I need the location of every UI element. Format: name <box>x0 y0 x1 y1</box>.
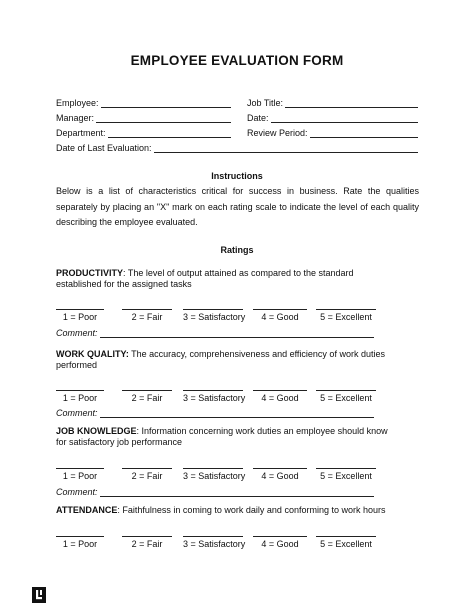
criterion-job-knowledge-description: JOB KNOWLEDGE: Information concerning work duties an employee should know for satisfactory job performance <box>56 426 388 447</box>
rating-option-1[interactable]: 1 = Poor <box>56 530 104 549</box>
comment-input-line[interactable] <box>100 486 374 497</box>
employee-field-row <box>56 97 231 108</box>
comment-row-job-knowledge <box>56 486 374 497</box>
form-title: EMPLOYEE EVALUATION FORM <box>130 53 344 68</box>
criterion-text: The level of output attained as compared to the standard established for the assigned tasks <box>56 268 354 289</box>
job-title-label: Job Title: <box>247 98 284 108</box>
rating-option-5[interactable]: 5 = Excellent <box>316 303 376 322</box>
rating-option-1[interactable]: 1 = Poor <box>56 303 104 322</box>
date-input-line[interactable] <box>271 112 418 123</box>
rating-option-3[interactable]: 3 = Satisfactory <box>183 384 243 403</box>
rating-option-2[interactable]: 2 = Fair <box>122 384 172 403</box>
manager-input-line[interactable] <box>96 112 231 123</box>
last-evaluation-input-line[interactable] <box>154 142 418 153</box>
rating-scale-work-quality <box>56 384 376 403</box>
comment-label: Comment: <box>56 487 98 497</box>
criterion-attendance-description: ATTENDANCE: Faithfulness in coming to work daily and conforming to work hours <box>56 505 386 515</box>
criterion-text: Information concerning work duties an employee should know for satisfactory job performance <box>56 426 388 447</box>
instructions-heading: Instructions <box>211 171 263 181</box>
criterion-name: WORK QUALITY: <box>56 349 129 359</box>
manager-label: Manager: <box>56 113 95 123</box>
rating-scale-productivity <box>56 303 376 322</box>
rating-option-2[interactable]: 2 = Fair <box>122 303 172 322</box>
rating-option-4[interactable]: 4 = Good <box>253 384 307 403</box>
comment-input-line[interactable] <box>100 327 374 338</box>
comment-row-productivity <box>56 327 374 338</box>
employee-input-line[interactable] <box>101 97 231 108</box>
comment-label: Comment: <box>56 408 98 418</box>
last-evaluation-label: Date of Last Evaluation: <box>56 143 152 153</box>
rating-option-1[interactable]: 1 = Poor <box>56 462 104 481</box>
last-evaluation-field-row <box>56 142 418 153</box>
review-period-input-line[interactable] <box>310 127 418 138</box>
date-field-row <box>247 112 418 123</box>
criterion-name: JOB KNOWLEDGE <box>56 426 137 436</box>
criterion-text: The accuracy, comprehensiveness and efficiency of work duties performed <box>56 349 385 370</box>
criterion-work-quality-description <box>56 349 392 371</box>
rating-option-2[interactable]: 2 = Fair <box>122 530 172 549</box>
review-period-label: Review Period: <box>247 128 308 138</box>
date-label: Date: <box>247 113 269 123</box>
department-label: Department: <box>56 128 106 138</box>
rating-option-4[interactable]: 4 = Good <box>253 530 307 549</box>
criterion-text: Faithfulness in coming to work daily and conforming to work hours <box>119 505 386 515</box>
brand-logo-icon <box>32 587 46 603</box>
instructions-paragraph: Below is a list of characteristics critical for success in business. Rate the qualities separately by placing an "X" mark on each rating scale to indicate the level of each quality describing the employee evaluated. <box>56 186 419 227</box>
comment-label: Comment: <box>56 328 98 338</box>
criterion-productivity-description: PRODUCTIVITY: The level of output attained as compared to the standard established for the assigned tasks <box>56 268 354 289</box>
rating-option-5[interactable]: 5 = Excellent <box>316 462 376 481</box>
manager-field-row <box>56 112 231 123</box>
criterion-name: ATTENDANCE <box>56 505 118 515</box>
rating-option-4[interactable]: 4 = Good <box>253 462 307 481</box>
department-input-line[interactable] <box>108 127 231 138</box>
comment-row-work-quality <box>56 407 374 418</box>
employee-label: Employee: <box>56 98 99 108</box>
rating-option-4[interactable]: 4 = Good <box>253 303 307 322</box>
review-period-field-row <box>247 127 418 138</box>
rating-scale-job-knowledge <box>56 462 376 481</box>
rating-scale-attendance <box>56 530 376 549</box>
rating-option-3[interactable]: 3 = Satisfactory <box>183 462 243 481</box>
rating-option-5[interactable]: 5 = Excellent <box>316 530 376 549</box>
comment-input-line[interactable] <box>100 407 374 418</box>
rating-option-2[interactable]: 2 = Fair <box>122 462 172 481</box>
job-title-input-line[interactable] <box>285 97 418 108</box>
rating-option-3[interactable]: 3 = Satisfactory <box>183 530 243 549</box>
rating-option-1[interactable]: 1 = Poor <box>56 384 104 403</box>
rating-option-3[interactable]: 3 = Satisfactory <box>183 303 243 322</box>
department-field-row <box>56 127 231 138</box>
job-title-field-row <box>247 97 418 108</box>
rating-option-5[interactable]: 5 = Excellent <box>316 384 376 403</box>
ratings-heading: Ratings <box>220 245 254 255</box>
criterion-name: PRODUCTIVITY <box>56 268 124 278</box>
